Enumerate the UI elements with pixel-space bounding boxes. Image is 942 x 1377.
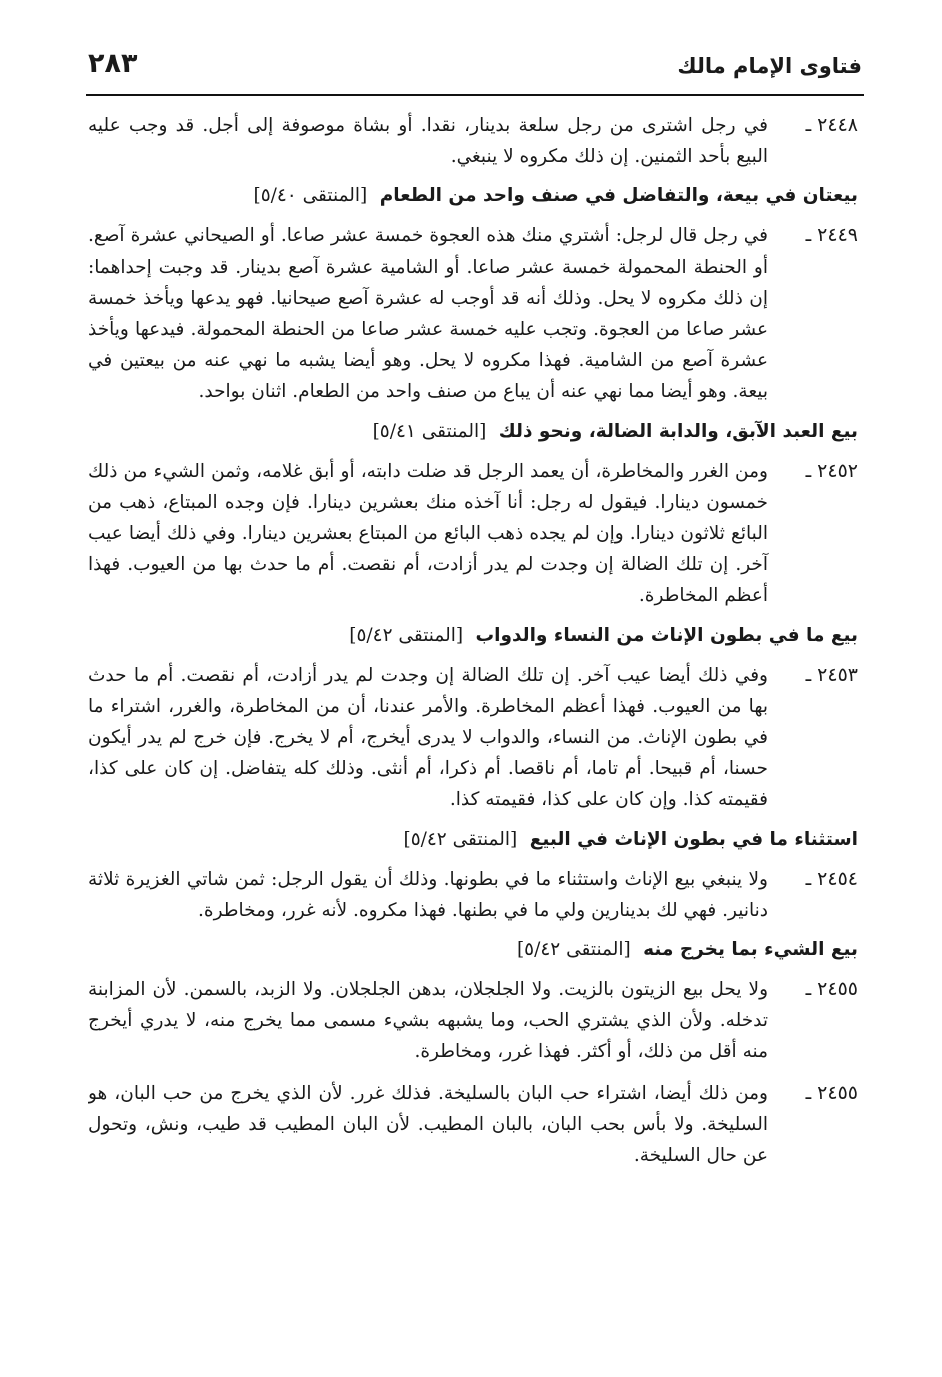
running-title: فتاوى الإمام مالك [677, 54, 862, 78]
entry-text: في رجل اشترى من رجل سلعة بدينار، نقدا. أو بشاة موصوفة إلى أجل. قد وجب عليه البيع بأحد الثمنين. إن ذلك مكروه لا ينبغي. [88, 115, 768, 168]
section-heading [88, 622, 858, 650]
section-heading-title: بيع العبد الآبق، والدابة الضالة، ونحو ذلك [498, 420, 858, 442]
section-heading-ref: [المنتقى ٥/٤٢] [349, 624, 464, 646]
entry-text: في رجل قال لرجل: أشتري منك هذه العجوة خمسة عشر صاعا. أو الصيحاني عشرة آصع. أو الحنطة المحمولة خمسة عشر صاعا. أو الشامية عشرة آصع بدينار. قد وجبت إحداهما: إن ذلك مكروه لا يحل. وذلك أنه قد أوجب له عشرة آصع صيحانيا. فهو يدعها ويأخذ خمسة عشر صاعا من العجوة. وتجب عليه خمسة عشر صاعا من الحنطة المحمولة. فيدعها ويأخذ عشرة آصع من الشامية. فهذا مكروه لا يحل. وهو أيضا يشبه ما نهي عنه من بيعتين في بيعة. وهو أيضا مما نهي عنه أن يباع من صنف واحد من الطعام. اثنان بواحد. [88, 225, 768, 403]
entry-text: ومن الغرر والمخاطرة، أن يعمد الرجل قد ضلت دابته، أو أبق غلامه، وثمن الشيء من ذلك خمسون دينارا. فيقول له رجل: أنا آخذه منك بعشرين دينارا. فإن وجده المبتاع، ذهب من البائع ثلاثون دينارا. وإن لم يجده ذهب البائع من المبتاع بعشرين دينارا. وفي ذلك أيضا عيب آخر. إن تلك الضالة إن وجدت لم يدر أزادت، أم نقصت. أم ما حدث بها من العيوب. فهذا أعظم المخاطرة. [88, 460, 768, 607]
entry-text: وفي ذلك أيضا عيب آخر. إن تلك الضالة إن وجدت لم يدر أزادت، أم نقصت. أم ما حدث بها من العيوب. فهذا أعظم المخاطرة. والأمر عندنا، أن من المخاطرة، والغرر، اشتراء ما في بطون الإناث. من النساء، والدواب لا يدرى أيخرج، أم لا يخرج. فإن خرج لم يدر أيكون حسنا، أم قبيحا. أم تاما، أم ناقصا. أم ذكرا، أم أنثى. وذلك كله يتفاضل. إن كان على كذا، فقيمته كذا. وإن كان على كذا، فقيمته كذا. [88, 664, 768, 811]
section-heading-title: بيع الشيء بما يخرج منه [643, 939, 858, 961]
running-header [88, 48, 862, 90]
entry-2455-b [88, 1078, 858, 1172]
section-heading-title: بيع ما في بطون الإناث من النساء والدواب [475, 624, 858, 646]
entry-text: ومن ذلك أيضا، اشتراء حب البان بالسليخة. فذلك غرر. لأن الذي يخرج من حب البان، هو السليخة. ولا بأس بحب البان، بالبان المطيب. لأن البان المطيب قد طيب، ونش، وتحول عن حال السليخة. [88, 1082, 768, 1167]
section-heading-title: استثناء ما في بطون الإناث في البيع [529, 828, 858, 850]
entry-number: ٢٤٥٥ ـ [805, 1081, 858, 1104]
entry-2448 [88, 110, 858, 172]
page-number: ٢٨٣ [88, 48, 138, 79]
entry-number: ٢٤٤٩ ـ [805, 224, 858, 247]
entry-text: ولا ينبغي بيع الإناث واستثناء ما في بطونها. وذلك أن يقول الرجل: ثمن شاتي الغزيرة ثلاثة دنانير. فهي لك بدينارين ولي ما في بطنها. فهذا مكروه. لأنه غرر، ومخاطرة. [88, 868, 768, 921]
entry-2452 [88, 456, 858, 612]
entry-text: ولا يحل بيع الزيتون بالزيت. ولا الجلجلان، بدهن الجلجلان. ولا الزبد، بالسمن. لأن المزابنة تدخله. ولأن الذي يشتري الحب، وما يشبهه بشيء مسمى مما يخرج منه، لا يدري أيخرج منه أقل من ذلك، أو أكثر. فهذا غرر، ومخاطرة. [88, 979, 768, 1063]
entry-number: ٢٤٥٥ ـ [805, 978, 858, 1001]
entry-number: ٢٤٥٤ ـ [805, 867, 858, 890]
page-content [88, 110, 858, 1181]
entry-number: ٢٤٥٢ ـ [805, 459, 858, 482]
entry-2449 [88, 220, 858, 407]
entry-2453 [88, 660, 858, 816]
entry-2455 [88, 974, 858, 1068]
header-rule [86, 94, 864, 96]
entry-number: ٢٤٥٣ ـ [805, 663, 858, 686]
entry-number: ٢٤٤٨ ـ [805, 114, 858, 136]
section-heading-ref: [المنتقى ٥/٤١] [372, 420, 487, 442]
section-heading-ref: [المنتقى ٥/٤٠] [253, 185, 368, 207]
section-heading [88, 182, 858, 210]
section-heading-title: بيعتان في بيعة، والتفاضل في صنف واحد من الطعام [379, 185, 858, 207]
section-heading-ref: [المنتقى ٥/٤٢] [403, 828, 518, 850]
section-heading-ref: [المنتقى ٥/٤٢] [516, 939, 631, 961]
section-heading [88, 936, 858, 964]
section-heading [88, 826, 858, 854]
entry-2454 [88, 864, 858, 926]
section-heading [88, 418, 858, 446]
